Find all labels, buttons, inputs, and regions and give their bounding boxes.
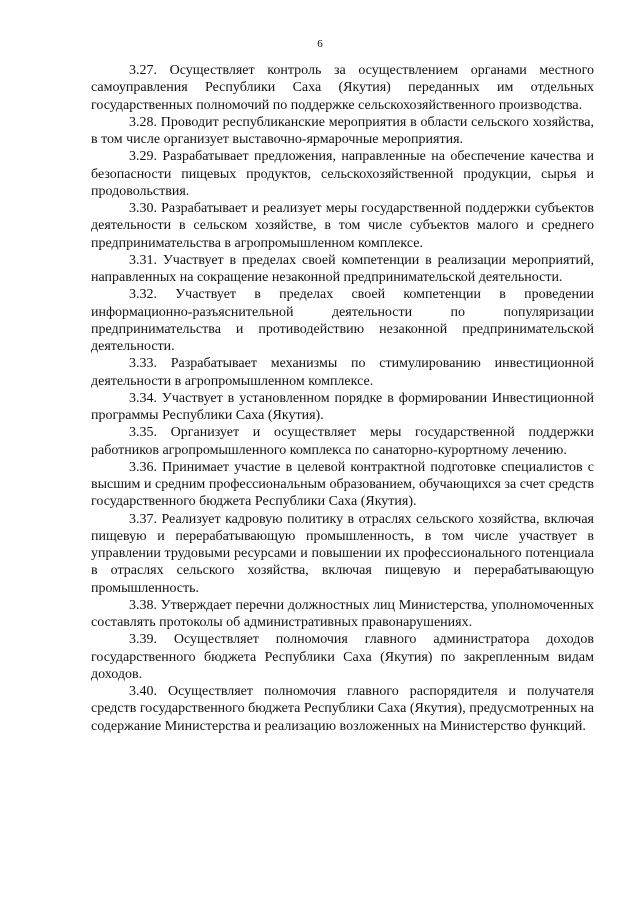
paragraph-3-38: 3.38. Утверждает перечни должностных лиц Министерства, уполномоченных составлять протоколы об административных правонарушениях. (91, 597, 594, 630)
paragraph-3-28: 3.28. Проводит республиканские мероприятия в области сельского хозяйства, в том числе организует выставочно-ярмарочные мероприятия. (91, 114, 594, 147)
paragraph-3-37: 3.37. Реализует кадровую политику в отраслях сельского хозяйства, включая пищевую и перерабатывающую промышленность, в том числе участвует в управлении трудовыми ресурсами и повышении их профессионального потенциала в отраслях сельского хозяйства, включая пищевую и перерабатывающую промышленность. (91, 511, 594, 596)
paragraph-3-29: 3.29. Разрабатывает предложения, направленные на обеспечение качества и безопасности пищевых продуктов, сельскохозяйственной продукции, сырья и продовольствия. (91, 149, 594, 199)
paragraph-3-27: 3.27. Осуществляет контроль за осуществлением органами местного самоуправления Республики Саха (Якутия) переданных им отдельных государственных полномочий по поддержке сельскохозяйственного производства. (91, 63, 594, 113)
paragraph-3-33: 3.33. Разрабатывает механизмы по стимулированию инвестиционной деятельности в агропромышленном комплексе. (91, 356, 594, 389)
paragraph-3-36: 3.36. Принимает участие в целевой контрактной подготовке специалистов с высшим и средним профессиональным образованием, обучающихся за счет средств государственного бюджета Республики Саха (Якутия). (91, 459, 594, 510)
paragraph-3-40: 3.40. Осуществляет полномочия главного распорядителя и получателя средств государственного бюджета Республики Саха (Якутия), предусмотренных на содержание Министерства и реализацию возложенных на Министерство функций. (91, 684, 594, 734)
page-number: 6 (317, 38, 323, 50)
paragraph-3-39: 3.39. Осуществляет полномочия главного администратора доходов государственного бюджета Республики Саха (Якутия) по закрепленным видам доходов. (91, 632, 594, 682)
document-body (91, 62, 594, 735)
paragraph-3-34: 3.34. Участвует в установленном порядке в формировании Инвестиционной программы Республики Саха (Якутия). (91, 390, 594, 423)
paragraph-3-31: 3.31. Участвует в пределах своей компетенции в реализации мероприятий, направленных на сокращение незаконной предпринимательской деятельности. (91, 252, 594, 285)
paragraph-3-30: 3.30. Разрабатывает и реализует меры государственной поддержки субъектов деятельности в сельском хозяйстве, в том числе субъектов малого и среднего предпринимательства в агропромышленном комплексе. (91, 201, 594, 251)
paragraph-3-35: 3.35. Организует и осуществляет меры государственной поддержки работников агропромышленного комплекса по санаторно-курортному лечению. (91, 425, 594, 458)
paragraph-3-32: 3.32. Участвует в пределах своей компетенции в проведении информационно-разъяснительной деятельности по популяризации предпринимательства и противодействию незаконной предпринимательской деятельности. (91, 287, 594, 354)
